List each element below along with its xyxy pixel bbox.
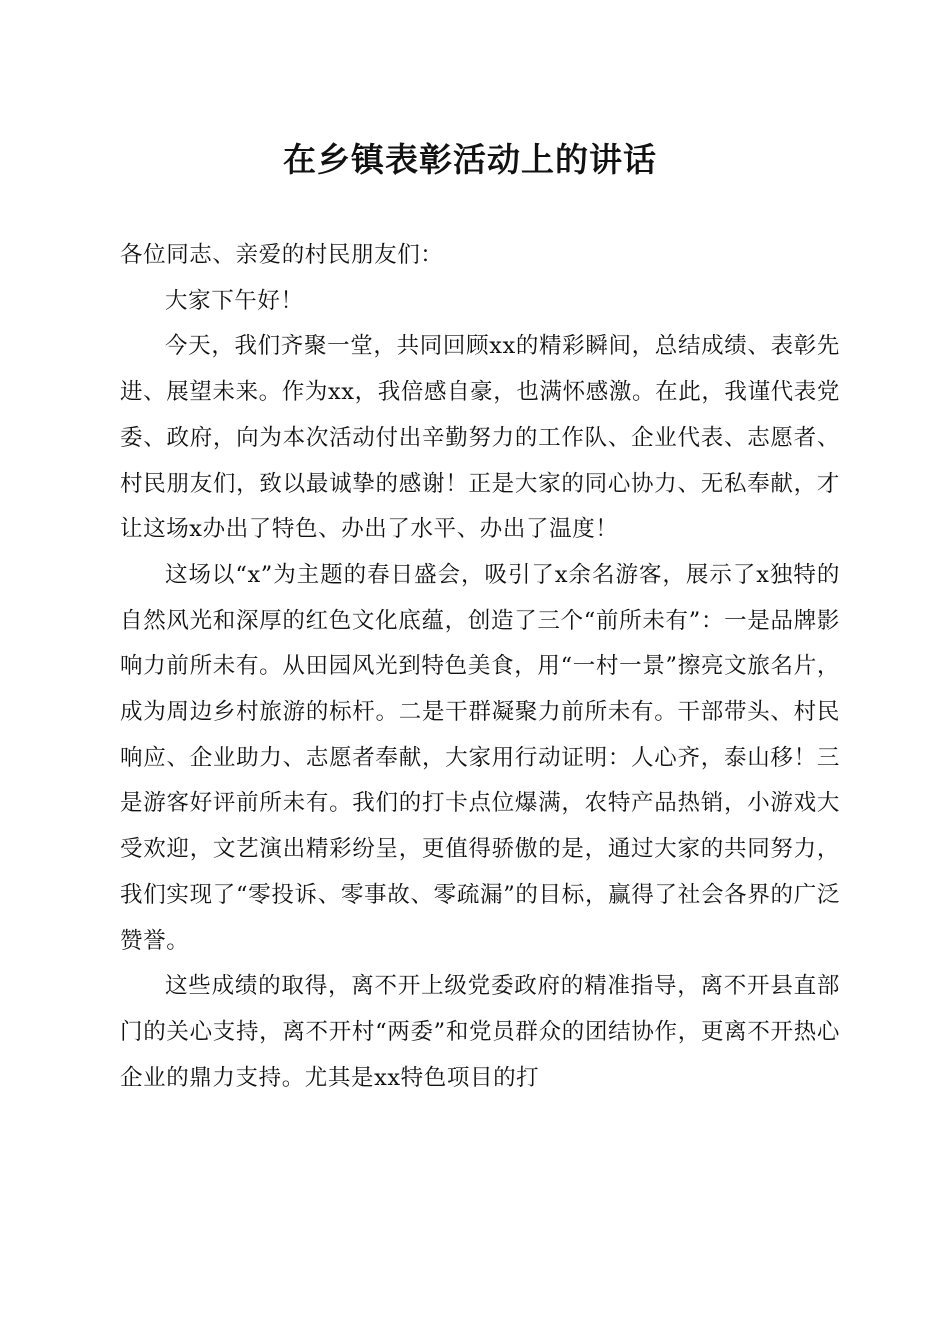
greeting: 大家下午好！ xyxy=(165,287,304,314)
paragraph-1: 今天，我们齐聚一堂，共同回顾xx的精彩瞬间，总结成绩、表彰先进、展望未来。作为xx，我倍感自豪，也满怀感激。在此，我谨代表党委、政府，向为本次活动付出辛勤努力的工作队、企业代表、志愿者、村民朋友们，致以最诚挚的感谢！正是大家的同心协力、无私奉献，才让这场x办出了特色、办出了水平、办出了温度！ xyxy=(120,333,840,543)
paragraph-2: 这场以“x”为主题的春日盛会，吸引了x余名游客，展示了x独特的自然风光和深厚的红色文化底蕴，创造了三个“前所未有”：一是品牌影响力前所未有。从田园风光到特色美食，用“一村一景”擦亮文旅名片，成为周边乡村旅游的标杆。二是干群凝聚力前所未有。干部带头、村民响应、企业助力、志愿者奉献，大家用行动证明：人心齐，泰山移！三是游客好评前所未有。我们的打卡点位爆满，农特产品热销，小游戏大受欢迎，文艺演出精彩纷呈，更值得骄傲的是，通过大家的共同努力，我们实现了“零投诉、零事故、零疏漏”的目标，赢得了社会各界的广泛赞誉。 xyxy=(120,561,840,954)
document-body xyxy=(120,233,840,1101)
paragraph-3: 这些成绩的取得，离不开上级党委政府的精准指导，离不开县直部门的关心支持，离不开村“两委”和党员群众的团结协作，更离不开热心企业的鼎力支持。尤其是xx特色项目的打 xyxy=(120,973,840,1091)
salutation: 各位同志、亲爱的村民朋友们： xyxy=(120,242,444,268)
document-title: 在乡镇表彰活动上的讲话 xyxy=(283,140,657,179)
